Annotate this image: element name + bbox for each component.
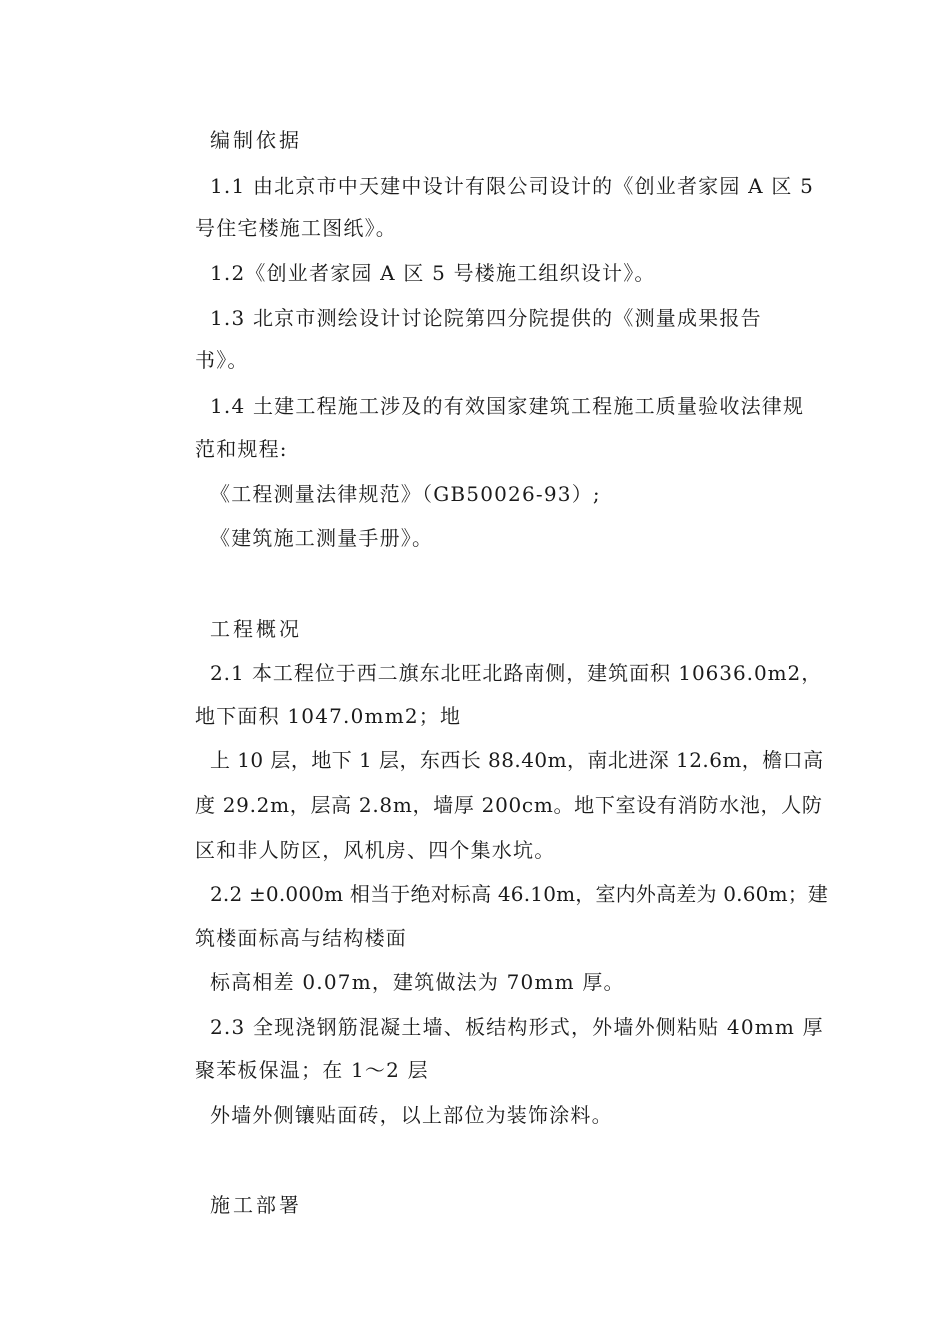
paragraph-line: 上 10 层，地下 1 层，东西长 88.40m，南北进深 12.6m，檐口高 — [210, 748, 824, 772]
section-heading-project-overview: 工程概况 — [210, 617, 302, 641]
paragraph-line: 1.3 北京市测绘设计讨论院第四分院提供的《测量成果报告 — [210, 306, 762, 330]
paragraph-line: 1.2《创业者家园 A 区 5 号楼施工组织设计》。 — [210, 261, 656, 285]
paragraph-line: 筑楼面标高与结构楼面 — [195, 926, 407, 950]
paragraph-line: 1.4 土建工程施工涉及的有效国家建筑工程施工质量验收法律规 — [210, 394, 805, 418]
paragraph-line: 标高相差 0.07m，建筑做法为 70mm 厚。 — [210, 970, 625, 994]
paragraph-line: 聚苯板保温；在 1～2 层 — [195, 1058, 429, 1082]
paragraph-line: 《建筑施工测量手册》。 — [210, 526, 434, 550]
paragraph-line: 号住宅楼施工图纸》。 — [195, 216, 397, 240]
paragraph-line: 《工程测量法律规范》（GB50026-93）; — [210, 482, 601, 506]
paragraph-line: 书》。 — [195, 348, 249, 372]
paragraph-line: 地下面积 1047.0mm2；地 — [195, 704, 462, 728]
paragraph-line: 外墙外侧镶贴面砖，以上部位为装饰涂料。 — [210, 1103, 613, 1127]
paragraph-line: 1.1 由北京市中天建中设计有限公司设计的《创业者家园 A 区 5 — [210, 174, 815, 198]
paragraph-line: 2.2 ±0.000m 相当于绝对标高 46.10m，室内外高差为 0.60m；建 — [210, 882, 829, 906]
paragraph-line: 度 29.2m，层高 2.8m，墙厚 200cm。地下室设有消防水池，人防 — [195, 793, 823, 817]
paragraph-line: 范和规程: — [195, 437, 288, 461]
section-heading-compilation-basis: 编制依据 — [210, 128, 302, 152]
section-heading-construction-deployment: 施工部署 — [210, 1193, 302, 1217]
paragraph-line: 2.1 本工程位于西二旗东北旺北路南侧，建筑面积 10636.0m2， — [210, 661, 823, 685]
paragraph-line: 2.3 全现浇钢筋混凝土墙、板结构形式，外墙外侧粘贴 40mm 厚 — [210, 1015, 824, 1039]
paragraph-line: 区和非人防区，风机房、四个集水坑。 — [195, 838, 556, 862]
